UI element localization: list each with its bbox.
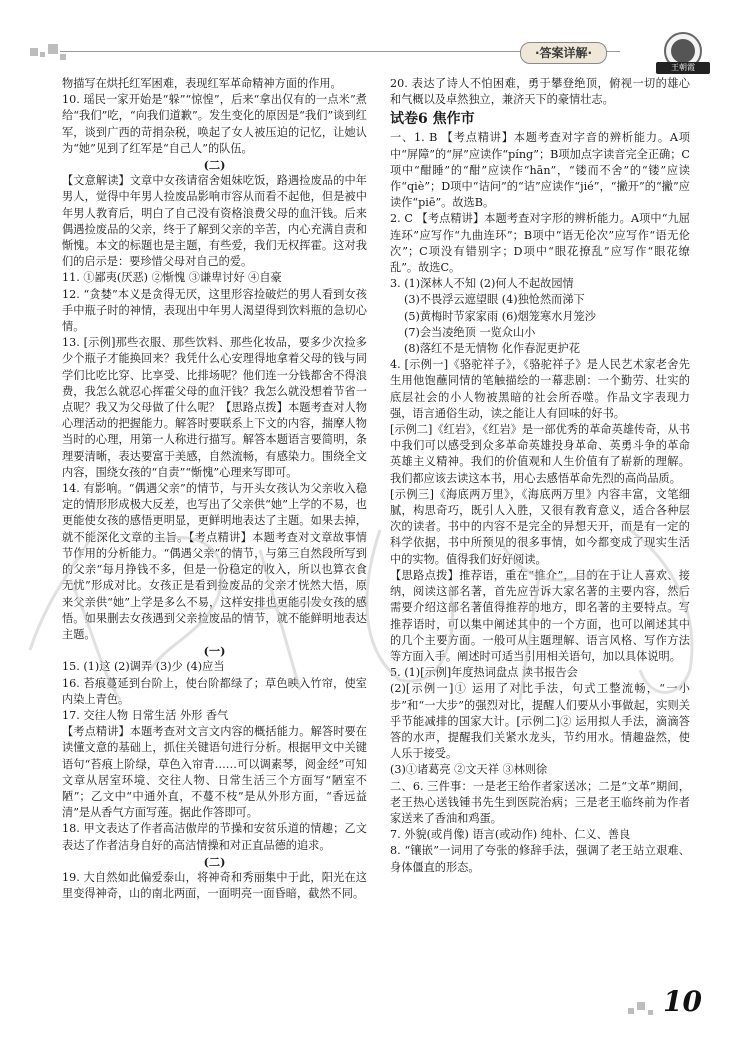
answer-paragraph: 8. “镶嵌”一词用了夸张的修辞手法，强调了老王站立艰难、身体僵直的形态。: [390, 844, 690, 874]
answer-paragraph: 【思路点拨】推荐语，重在“推介”，目的在于让人喜欢、接纳，阅读这部名著，首先应告诉大家名著的主要内容，然后需要介绍这部名著值得推荐的地方，即名著的主要特点。写推荐语时，可以集中阐述其中的一个方面，也可以阐述其中的几个主要方面。一般可从主题理解、语言风格、写作方法等方面入手。阐述时可适当引用相关语句，加以具体说明。: [390, 568, 690, 663]
answer-paragraph: (5)黄梅时节家家雨 (6)烟笼寒水月笼沙: [404, 309, 596, 323]
answer-paragraph: (8)落红不是无情物 化作春泥更护花: [404, 342, 581, 356]
answer-paragraph: [示例三]《海底两万里》，《海底两万里》内容丰富，文笔细腻，构思奇巧，既引人入胜，又很有教育意义，适合各种层次的读者。书中的内容不是完全的异想天开，而是有一定的科学依据，书中所预见的很多事情，如今都变成了现实生活中的实物。值得我们好好阅读。: [390, 487, 690, 566]
answer-paragraph: 16. 苔痕蔓延到台阶上，使台阶都绿了；草色映入竹帘，使室内染上青色。: [62, 676, 367, 706]
answer-paragraph: 7. 外貌(或肖像) 语言(或动作) 纯朴、仁义、善良: [390, 828, 631, 842]
answer-paragraph: 一、1. B 【考点精讲】本题考查对字音的辨析能力。A项中“屏障”的“屏”应读作“píng”；B项加点字读音完全正确；C项中“酣睡”的“酣”应读作“hān”，“镂而不舍”的“镂”应读作“qiè”；D项中“诘问”的“诘”应读作“jié”，“撇开”的“撇”应读作“piē”。故选B。: [390, 131, 690, 210]
answer-paragraph: 4. [示例一]《骆驼祥子》，《骆驼祥子》是人民艺术家老舍先生用他饱蘸同情的笔触描绘的一幕悲剧：一个勤劳、壮实的底层社会的小人物被黑暗的社会所吞噬。作品文字表现力强，语言通俗生动，读之能让人有回味的好书。: [390, 358, 690, 420]
answer-paragraph: 18. 甲文表达了作者高洁傲岸的节操和安贫乐道的情趣；乙文表达了作者洁身自好的高洁情操和对正直品德的追求。: [62, 822, 367, 852]
answer-paragraph: 14. 有影响。“偶遇父亲”的情节，与开头女孩认为父亲收入稳定的情形形成极大反差，也写出了父亲供“她”上学的不易，也更能使女孩的感悟更明显，更鲜明地表达了主题。如果去掉，就不能深化文章的主旨。【考点精讲】本题考查对文章故事情节作用的分析能力。“偶遇父亲”的情节，与第三自然段所写到的父亲“每月挣钱不多，但是一份稳定的收入，所以也算衣食无忧”形成对比。女孩正是看到捡废品的父亲才恍然大悟，原来父亲供“她”上学是多么不易，这样安排也更能引发女孩的感悟。如果删去女孩遇到父亲捡废品的情节，就不能鲜明地表达主题。: [62, 482, 367, 641]
section-heading: (二): [203, 854, 226, 869]
right-column: [390, 76, 690, 876]
answer-paragraph: (3)不畏浮云遮望眼 (4)独怆然而涕下: [404, 293, 585, 307]
brand-logo-text: 王朝霞: [656, 62, 710, 74]
left-column: [62, 76, 367, 902]
answer-paragraph: 13. [示例]那些衣服、那些饮料、那些化妆品，要多少次捡多少个瓶子才能换回来？我凭什么心安理得地拿着父母的钱与同学们比吃比穿、比享受、比排场呢？他们连一分钱都舍不得浪费，我怎么就忍心挥霍父母的血汗钱？我怎么就没想着节省一点呢？我又为父母做了什么呢？【思路点拨】本题考查对人物心理活动的把握能力。解答时要联系上下文的内容，揣摩人物当时的心理，用第一人称进行描写。解答本题语言要简明，条理要清晰，表达要富于美感，自然流畅，有感染力。围绕全文内容，围绕女孩的“自责”“惭愧”心理来写即可。: [62, 336, 367, 479]
answer-paragraph: 15. (1)这 (2)调弄 (3)少 (4)应当: [62, 660, 225, 674]
answer-paragraph: 10. 瑶民一家开始是“躲”“惊惶”，后来“拿出仅有的一点米”煮给“我们”吃，“向我们道歉”。发生变化的原因是“我们”谈到红军，谈到广西的苛捐杂税，唤起了女人被压迫的记忆，让她认为“她”见到了红军是“自己人”的队伍。: [62, 93, 367, 155]
answer-paragraph: 2. C 【考点精讲】本题考查对字形的辨析能力。A项中“九屈连环”应写作“九曲连环”；B项中“语无伦次”应写作“语无伦次”；C项没有错别字；D项中“眼花撩乱”应写作“眼花缭乱”。故选C。: [390, 212, 690, 275]
answer-paragraph: 【考点精讲】本题考查对文言文内容的概括能力。解答时要在读懂文意的基础上，抓住关键语句进行分析。根据甲文中关键语句“苔痕上阶绿，草色入帘青……可以调素琴，阅金经”可知文章从居室环境、交往人物、日常生活三个方面写“陋室不陋”；乙文中“中通外直，不蔓不枝”是从外形方面，“香远益清”是从香气方面写莲。据此作答即可。: [62, 725, 367, 820]
answer-paragraph: 【文意解读】文章中女孩请宿舍姐妹吃饭，路遇捡废品的中年男人，觉得中年男人捡废品影响市容从而看不起他，但是被中年男人教育后，明白了自己没有资格浪费父母的血汗钱。后来偶遇捡废品的父亲，终于了解到父亲的辛苦，内心充满自责和惭愧。本文的标题也是主题，有些爱，我们无权挥霍。这对我们的启示是：要珍惜父母对自己的爱。: [62, 174, 367, 269]
exam-title: 试卷6 焦作市: [390, 111, 475, 128]
page-number: 10: [663, 985, 702, 1018]
answer-paragraph: 20. 表达了诗人不怕困难，勇于攀登绝顶，俯视一切的雄心和气概以及卓然独立，兼济天下的豪情壮志。: [390, 77, 690, 107]
answer-paragraph: (7)会当凌绝顶 一览众山小: [404, 325, 536, 339]
answer-paragraph: 12. “贪婪”本义是贪得无厌，这里形容捡破烂的男人看到女孩手中瓶子时的神情，表现出中年男人渴望得到饮料瓶的急切心情。: [62, 287, 367, 334]
section-heading: (一): [203, 644, 226, 659]
section-label: ·答案详解·: [520, 42, 607, 64]
answer-paragraph: 3. (1)深林人不知 (2)何人不起故园情: [390, 277, 574, 291]
answer-paragraph: (3)①诸葛亮 ②文天祥 ③林则徐: [390, 763, 548, 777]
answer-paragraph: 19. 大自然如此偏爱泰山，将神奇和秀丽集中于此，阳光在这里变得神奇，山的南北两面，一面明亮一面昏暗，截然不同。: [62, 870, 367, 901]
answer-paragraph: (2)[示例一]① 运用了对比手法，句式工整流畅，“一小步”和“一大步”的强烈对比，提醒人们要从小事做起，实则关乎节能减排的国家大计。[示例二]② 运用拟人手法，滴滴答答的水声，提醒我们关紧水龙头，节约用水。情趣盎然，使人乐于接受。: [390, 682, 690, 761]
section-heading: (二): [203, 158, 226, 173]
answer-paragraph: 物描写在烘托红军困难，表现红军革命精神方面的作用。: [62, 77, 342, 90]
corner-decoration: [628, 998, 658, 1018]
answer-paragraph: [示例二]《红岩》，《红岩》是一部优秀的革命英雄传奇，从书中我们可以感受到众多革命英雄投身革命、英勇斗争的革命英雄主义精神。我们的价值观和人生价值有了崭新的理解。我们都应该去读这本书，用心去感悟革命先烈的高尚品质。: [390, 423, 690, 485]
answer-paragraph: 17. 交往人物 日常生活 外形 香气: [62, 708, 229, 722]
answer-paragraph: 5. (1)[示例]年度热词盘点 读书报告会: [390, 666, 578, 680]
answer-paragraph: 11. ①鄙夷(厌恶) ②惭愧 ③谦卑讨好 ④自豪: [62, 271, 282, 285]
answer-paragraph: 二、6. 三件事：一是老王给作者家送冰；二是“文革”期间，老王热心送钱锺书先生到医院治病；三是老王临终前为作者家送来了香油和鸡蛋。: [390, 779, 690, 825]
